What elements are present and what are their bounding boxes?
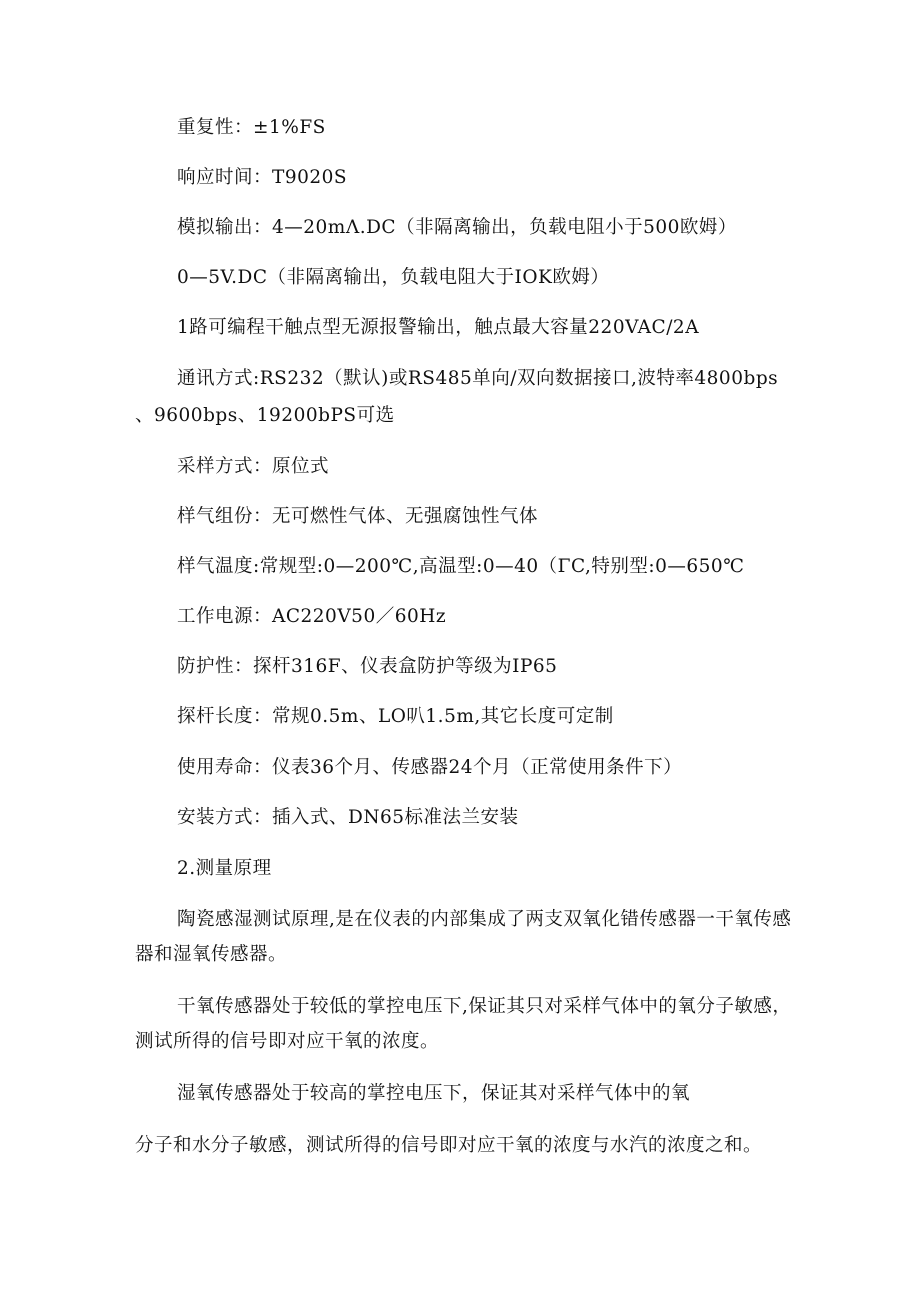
spec-sample-composition: 样气组份：无可燃性气体、无强腐蚀性气体	[177, 506, 539, 527]
spec-alarm-output: 1路可编程干触点型无源报警输出，触点最大容量220VAC/2A	[177, 317, 700, 338]
paragraph-wet-oxygen-sensor-line1: 湿氧传感器处于较高的掌控电压下，保证其对采样气体中的氧	[177, 1083, 691, 1104]
spec-protection: 防护性：探杆316F、仪表盒防护等级为IP65	[177, 656, 558, 677]
spec-power-supply: 工作电源：AC220V50／60Hz	[177, 606, 447, 627]
spec-response-time: 响应时间：T9020S	[177, 167, 348, 188]
spec-analog-output-voltage: 0—5V.DC（非隔离输出，负载电阻大于IOK欧姆）	[177, 267, 610, 288]
spec-probe-length: 探杆长度：常规0.5m、LO叭1.5m,其它长度可定制	[177, 706, 614, 727]
spec-installation: 安装方式：插入式、DN65标准法兰安装	[177, 807, 519, 828]
paragraph-dry-oxygen-sensor: 干氧传感器处于较低的掌控电压下,保证其只对采样气体中的氧分子敏感，测试所得的信号即对应干氧的浓度。	[135, 996, 792, 1052]
spec-communication-continued: 、9600bps、19200bPS可选	[135, 405, 395, 426]
paragraph-wet-oxygen-sensor-line2: 分子和水分子敏感，测试所得的信号即对应干氧的浓度与水汽的浓度之和。	[135, 1135, 763, 1156]
spec-service-life: 使用寿命：仪表36个月、传感器24个月（正常使用条件下）	[177, 757, 683, 778]
spec-sampling-method: 采样方式：原位式	[177, 456, 330, 477]
spec-sample-temperature: 样气温度:常规型:0—200℃,高温型:0—40（ΓC,特别型:0—650℃	[177, 556, 745, 577]
spec-repeatability: 重复性：±1%FS	[177, 117, 326, 138]
spec-communication: 通讯方式:RS232（默认)或RS485单向/双向数据接口,波特率4800bps	[177, 368, 779, 389]
spec-analog-output-current: 模拟输出：4—20mΛ.DC（非隔离输出，负载电阻小于500欧姆）	[177, 217, 737, 238]
paragraph-principle: 陶瓷感湿测试原理,是在仪表的内部集成了两支双氧化错传感器一干氧传感器和湿氧传感器。	[135, 909, 792, 965]
section-title: 2.测量原理	[177, 858, 272, 879]
